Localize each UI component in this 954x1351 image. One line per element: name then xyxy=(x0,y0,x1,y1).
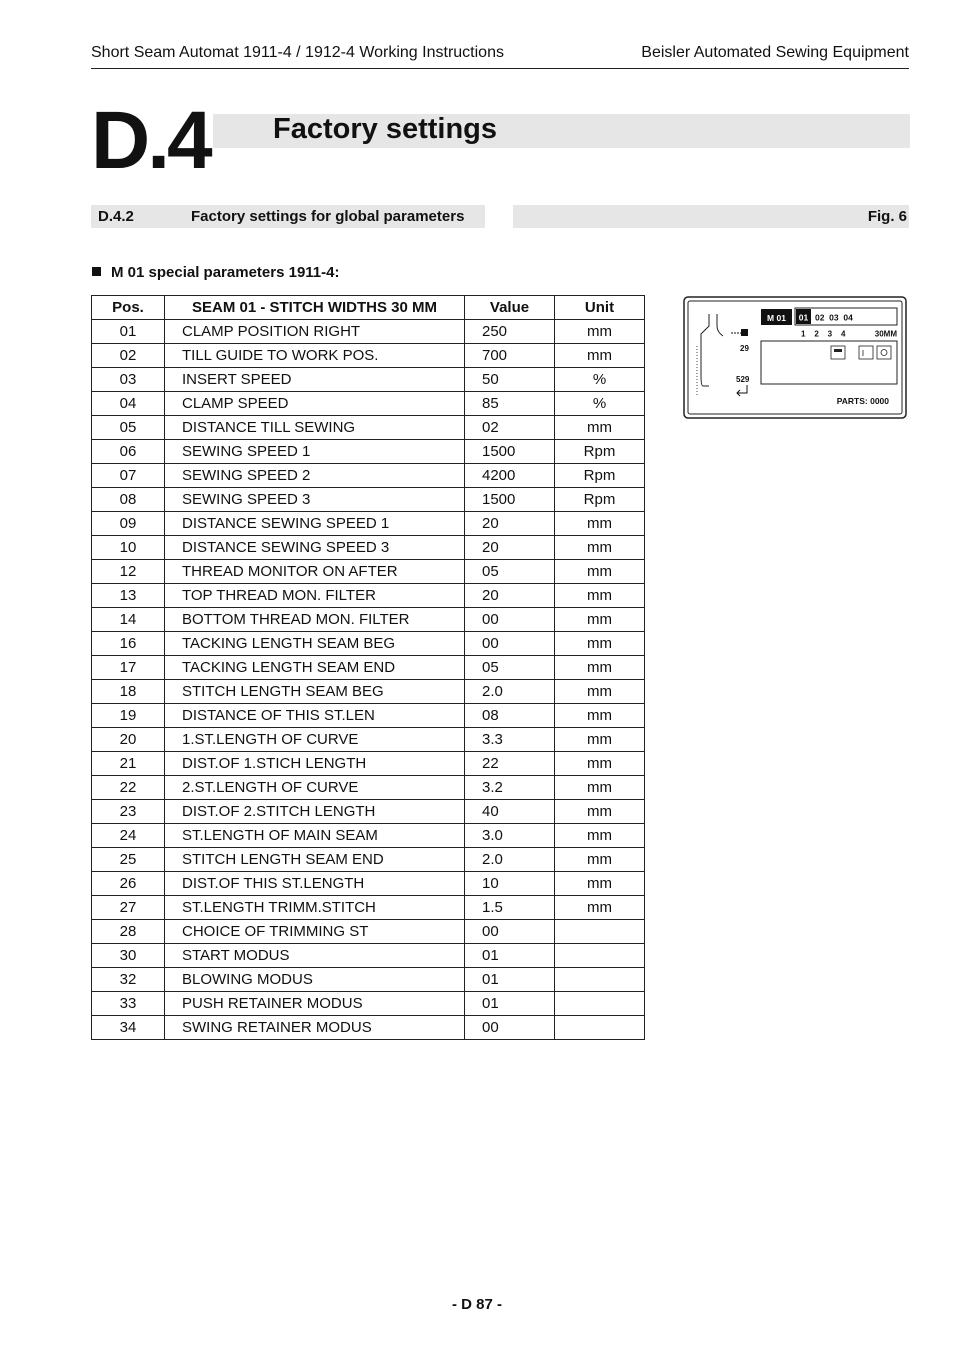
cell-unit: mm xyxy=(555,824,645,848)
cell-pos: 20 xyxy=(92,728,165,752)
table-row xyxy=(92,464,645,488)
cell-name: ST.LENGTH TRIMM.STITCH xyxy=(165,896,465,920)
cell-unit: mm xyxy=(555,704,645,728)
section-heading-text: M 01 special parameters 1911-4: xyxy=(111,264,340,281)
cell-value: 20 xyxy=(465,584,555,608)
cell-value: 05 xyxy=(465,560,555,584)
cell-pos: 23 xyxy=(92,800,165,824)
table-row xyxy=(92,752,645,776)
table-row xyxy=(92,512,645,536)
cell-name: SEWING SPEED 1 xyxy=(165,440,465,464)
table-row xyxy=(92,968,645,992)
cell-name: 1.ST.LENGTH OF CURVE xyxy=(165,728,465,752)
table-row xyxy=(92,1016,645,1040)
parameters-table xyxy=(91,295,645,1040)
column-header-unit: Unit xyxy=(555,296,645,320)
column-header-name: SEAM 01 - STITCH WIDTHS 30 MM xyxy=(165,296,465,320)
cell-value: 20 xyxy=(465,512,555,536)
cell-unit: mm xyxy=(555,320,645,344)
cell-name: PUSH RETAINER MODUS xyxy=(165,992,465,1016)
cell-value: 3.3 xyxy=(465,728,555,752)
cell-unit: mm xyxy=(555,872,645,896)
cell-unit: mm xyxy=(555,512,645,536)
step-numbers: 1 2 3 4 xyxy=(801,329,846,339)
cell-pos: 14 xyxy=(92,608,165,632)
cell-name: DIST.OF THIS ST.LENGTH xyxy=(165,872,465,896)
column-header-value: Value xyxy=(465,296,555,320)
table-row xyxy=(92,776,645,800)
table-row xyxy=(92,344,645,368)
cell-name: DISTANCE SEWING SPEED 3 xyxy=(165,536,465,560)
cell-value: 01 xyxy=(465,944,555,968)
page-header xyxy=(91,42,909,69)
cell-unit xyxy=(555,968,645,992)
cell-unit: mm xyxy=(555,800,645,824)
table-row xyxy=(92,488,645,512)
cell-pos: 02 xyxy=(92,344,165,368)
cell-pos: 03 xyxy=(92,368,165,392)
stop-marker-icon xyxy=(741,329,748,336)
cell-name: SEWING SPEED 3 xyxy=(165,488,465,512)
cell-pos: 07 xyxy=(92,464,165,488)
subsection-title: Factory settings for global parameters xyxy=(191,208,465,225)
cell-unit: mm xyxy=(555,584,645,608)
cell-pos: 01 xyxy=(92,320,165,344)
cell-name: STITCH LENGTH SEAM BEG xyxy=(165,680,465,704)
cell-name: BLOWING MODUS xyxy=(165,968,465,992)
cell-unit: mm xyxy=(555,656,645,680)
cell-value: 22 xyxy=(465,752,555,776)
cell-unit: Rpm xyxy=(555,488,645,512)
cell-name: DISTANCE TILL SEWING xyxy=(165,416,465,440)
table-row xyxy=(92,416,645,440)
cell-pos: 21 xyxy=(92,752,165,776)
cell-value: 08 xyxy=(465,704,555,728)
cell-pos: 25 xyxy=(92,848,165,872)
cell-name: THREAD MONITOR ON AFTER xyxy=(165,560,465,584)
cell-unit: mm xyxy=(555,752,645,776)
section-heading xyxy=(92,264,339,281)
cell-value: 00 xyxy=(465,608,555,632)
control-panel-display xyxy=(683,296,907,419)
cell-name: DISTANCE SEWING SPEED 1 xyxy=(165,512,465,536)
chapter-title: Factory settings xyxy=(273,113,497,145)
counter-top: 29 xyxy=(740,344,749,353)
parts-counter: PARTS: 0000 xyxy=(836,396,889,406)
cell-unit: Rpm xyxy=(555,464,645,488)
column-header-pos: Pos. xyxy=(92,296,165,320)
cell-pos: 22 xyxy=(92,776,165,800)
cell-pos: 32 xyxy=(92,968,165,992)
cell-value: 02 xyxy=(465,416,555,440)
cell-pos: 16 xyxy=(92,632,165,656)
display-icon-bar xyxy=(834,349,842,352)
cell-value: 3.2 xyxy=(465,776,555,800)
cell-value: 2.0 xyxy=(465,680,555,704)
table-row xyxy=(92,896,645,920)
counter-bottom: 529 xyxy=(736,375,750,384)
subsection-band-right xyxy=(513,205,909,228)
cell-pos: 09 xyxy=(92,512,165,536)
cell-pos: 24 xyxy=(92,824,165,848)
table-row xyxy=(92,920,645,944)
cell-unit: mm xyxy=(555,608,645,632)
table-row xyxy=(92,824,645,848)
cell-pos: 12 xyxy=(92,560,165,584)
cell-name: TILL GUIDE TO WORK POS. xyxy=(165,344,465,368)
subsection-number: D.4.2 xyxy=(98,208,134,225)
cell-name: DIST.OF 2.STITCH LENGTH xyxy=(165,800,465,824)
cell-name: BOTTOM THREAD MON. FILTER xyxy=(165,608,465,632)
cell-value: 1500 xyxy=(465,440,555,464)
cell-name: START MODUS xyxy=(165,944,465,968)
cell-value: 1500 xyxy=(465,488,555,512)
cell-pos: 30 xyxy=(92,944,165,968)
table-row xyxy=(92,728,645,752)
cell-unit: mm xyxy=(555,776,645,800)
cell-unit xyxy=(555,992,645,1016)
table-row xyxy=(92,560,645,584)
program-label: M 01 xyxy=(767,313,786,323)
cell-pos: 13 xyxy=(92,584,165,608)
cell-name: ST.LENGTH OF MAIN SEAM xyxy=(165,824,465,848)
cell-unit: mm xyxy=(555,896,645,920)
cell-unit xyxy=(555,944,645,968)
cell-value: 50 xyxy=(465,368,555,392)
cell-value: 00 xyxy=(465,920,555,944)
cell-pos: 33 xyxy=(92,992,165,1016)
cell-unit xyxy=(555,920,645,944)
cell-value: 00 xyxy=(465,1016,555,1040)
cell-value: 20 xyxy=(465,536,555,560)
cell-unit: mm xyxy=(555,848,645,872)
cell-value: 40 xyxy=(465,800,555,824)
table-row xyxy=(92,656,645,680)
table-row xyxy=(92,392,645,416)
cell-name: SEWING SPEED 2 xyxy=(165,464,465,488)
table-body xyxy=(92,320,645,1040)
cell-unit: % xyxy=(555,368,645,392)
cell-pos: 19 xyxy=(92,704,165,728)
cell-pos: 26 xyxy=(92,872,165,896)
cell-unit: mm xyxy=(555,560,645,584)
cell-value: 700 xyxy=(465,344,555,368)
other-seams-label: 02 03 04 xyxy=(815,312,853,323)
cell-unit: mm xyxy=(555,680,645,704)
cell-unit: % xyxy=(555,392,645,416)
cell-name: CHOICE OF TRIMMING ST xyxy=(165,920,465,944)
cell-pos: 10 xyxy=(92,536,165,560)
cell-value: 01 xyxy=(465,992,555,1016)
cell-value: 01 xyxy=(465,968,555,992)
cell-name: TACKING LENGTH SEAM BEG xyxy=(165,632,465,656)
cell-unit: mm xyxy=(555,728,645,752)
table-row xyxy=(92,584,645,608)
cell-name: SWING RETAINER MODUS xyxy=(165,1016,465,1040)
cell-value: 10 xyxy=(465,872,555,896)
cell-name: STITCH LENGTH SEAM END xyxy=(165,848,465,872)
cell-name: TACKING LENGTH SEAM END xyxy=(165,656,465,680)
cell-unit: mm xyxy=(555,536,645,560)
cell-name: CLAMP POSITION RIGHT xyxy=(165,320,465,344)
cell-pos: 34 xyxy=(92,1016,165,1040)
cell-pos: 08 xyxy=(92,488,165,512)
header-company: Beisler Automated Sewing Equipment xyxy=(641,44,909,61)
cell-value: 250 xyxy=(465,320,555,344)
cell-value: 1.5 xyxy=(465,896,555,920)
cell-unit xyxy=(555,1016,645,1040)
cell-pos: 28 xyxy=(92,920,165,944)
cell-name: DISTANCE OF THIS ST.LEN xyxy=(165,704,465,728)
table-row xyxy=(92,704,645,728)
cell-name: TOP THREAD MON. FILTER xyxy=(165,584,465,608)
stitch-width-label: 30MM xyxy=(874,329,897,339)
table-row xyxy=(92,608,645,632)
cell-value: 05 xyxy=(465,656,555,680)
square-bullet-icon xyxy=(92,267,101,276)
cell-name: INSERT SPEED xyxy=(165,368,465,392)
table-row xyxy=(92,992,645,1016)
cell-unit: mm xyxy=(555,416,645,440)
cell-pos: 05 xyxy=(92,416,165,440)
cell-pos: 17 xyxy=(92,656,165,680)
table-row xyxy=(92,944,645,968)
cell-value: 85 xyxy=(465,392,555,416)
selected-seam-label: 01 xyxy=(798,312,809,323)
table-row xyxy=(92,872,645,896)
cell-value: 4200 xyxy=(465,464,555,488)
header-document-title: Short Seam Automat 1911-4 / 1912-4 Working Instructions xyxy=(91,44,504,61)
cell-unit: mm xyxy=(555,632,645,656)
cell-unit: Rpm xyxy=(555,440,645,464)
table-row xyxy=(92,848,645,872)
table-header-row xyxy=(92,296,645,320)
chapter-number: D.4 xyxy=(91,95,210,186)
cell-name: 2.ST.LENGTH OF CURVE xyxy=(165,776,465,800)
cell-pos: 27 xyxy=(92,896,165,920)
table-row xyxy=(92,440,645,464)
cell-value: 2.0 xyxy=(465,848,555,872)
table-row xyxy=(92,680,645,704)
cell-value: 3.0 xyxy=(465,824,555,848)
table-row xyxy=(92,536,645,560)
cell-pos: 18 xyxy=(92,680,165,704)
cell-pos: 06 xyxy=(92,440,165,464)
page-number: - D 87 - xyxy=(451,1296,502,1313)
table-row xyxy=(92,320,645,344)
table-row xyxy=(92,368,645,392)
cell-name: DIST.OF 1.STICH LENGTH xyxy=(165,752,465,776)
figure-label: Fig. 6 xyxy=(867,208,907,225)
cell-unit: mm xyxy=(555,344,645,368)
cell-pos: 04 xyxy=(92,392,165,416)
cell-value: 00 xyxy=(465,632,555,656)
table-row xyxy=(92,800,645,824)
cell-name: CLAMP SPEED xyxy=(165,392,465,416)
table-row xyxy=(92,632,645,656)
